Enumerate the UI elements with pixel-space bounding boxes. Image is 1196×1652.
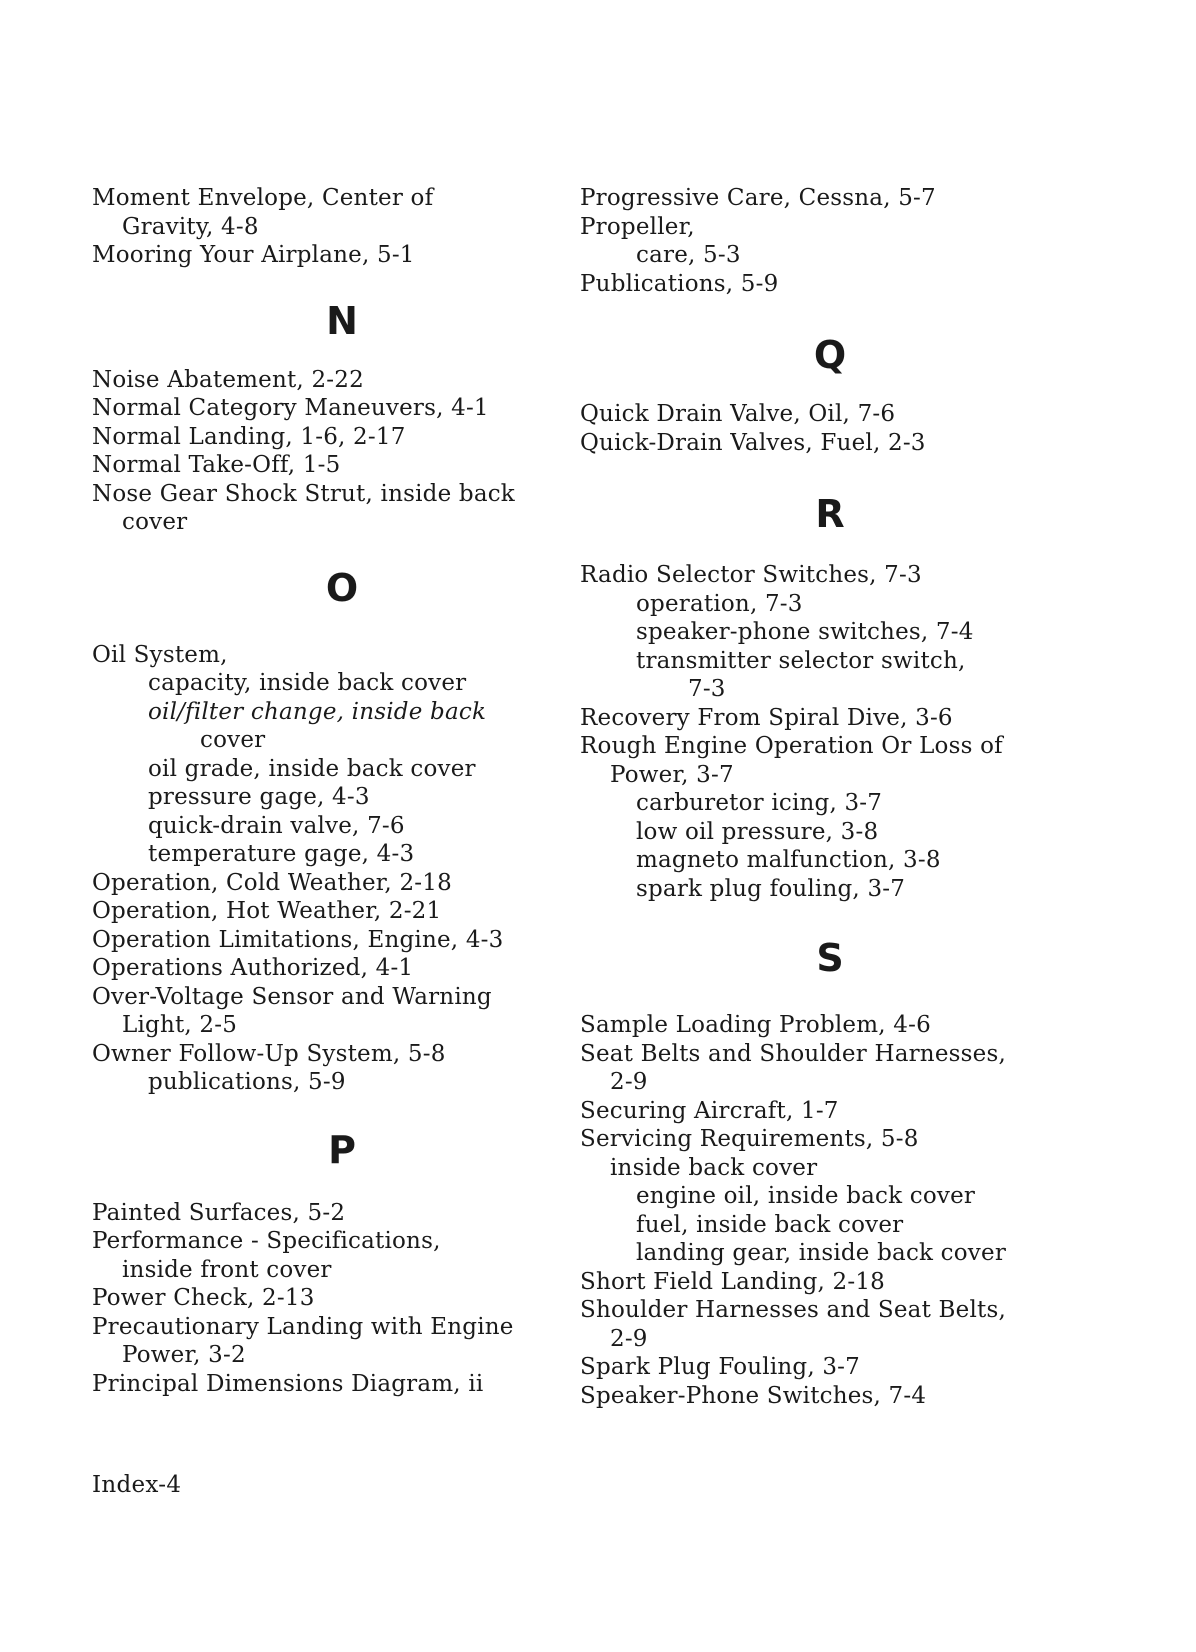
index-entry: Publications, 5-9: [580, 270, 779, 297]
index-entry: Power Check, 2-13: [92, 1285, 315, 1311]
index-entry: low oil pressure, 3-8: [636, 818, 879, 845]
index-entry: fuel, inside back cover: [636, 1211, 904, 1238]
index-entry: Performance - Specifications,: [92, 1228, 441, 1254]
index-entry: Owner Follow-Up System, 5-8: [92, 1040, 446, 1067]
index-entry: care, 5-3: [636, 242, 741, 268]
index-entry: 2-9: [610, 1069, 648, 1095]
section-letter-n: N: [326, 298, 358, 343]
index-entry: speaker-phone switches, 7-4: [636, 619, 974, 645]
index-entry: Radio Selector Switches, 7-3: [580, 562, 922, 588]
index-entry: Sample Loading Problem, 4-6: [580, 1012, 931, 1038]
index-entry: Spark Plug Fouling, 3-7: [580, 1354, 860, 1380]
index-entry: Light, 2-5: [122, 1012, 238, 1038]
index-entry: 2-9: [610, 1325, 648, 1352]
index-entry: transmitter selector switch,: [636, 647, 966, 674]
index-entry: Principal Dimensions Diagram, ii: [92, 1370, 484, 1397]
index-entry: Painted Surfaces, 5-2: [92, 1199, 346, 1226]
index-entry: Normal Landing, 1-6, 2-17: [92, 423, 406, 450]
index-entry: Operations Authorized, 4-1: [92, 955, 414, 981]
index-entry: inside front cover: [122, 1256, 332, 1283]
index-entry: inside back cover: [610, 1154, 818, 1181]
index-entry: cover: [122, 509, 188, 535]
index-entry: landing gear, inside back cover: [636, 1240, 1007, 1266]
index-entry: operation, 7-3: [636, 590, 803, 617]
index-entry: Progressive Care, Cessna, 5-7: [580, 185, 936, 211]
index-entry: carburetor icing, 3-7: [636, 790, 883, 816]
index-entry: cover: [200, 727, 266, 753]
index-column-right: [580, 184, 1080, 1410]
index-entry: Over-Voltage Sensor and Warning: [92, 983, 492, 1010]
index-entry: Moment Envelope, Center of: [92, 185, 434, 211]
index-entry: engine oil, inside back cover: [636, 1183, 976, 1209]
index-entry: quick-drain valve, 7-6: [148, 812, 405, 839]
index-entry: capacity, inside back cover: [148, 670, 467, 696]
section-letter-p: P: [328, 1127, 356, 1172]
index-entry: Noise Abatement, 2-22: [92, 366, 364, 393]
index-entry: spark plug fouling, 3-7: [636, 875, 906, 902]
page-number-footer: Index-4: [92, 1472, 182, 1498]
index-entry: Gravity, 4-8: [122, 213, 259, 240]
index-entry: Operation, Hot Weather, 2-21: [92, 898, 442, 924]
section-letter-r: R: [815, 492, 845, 536]
index-column-left: [92, 184, 592, 1398]
index-entry: Operation Limitations, Engine, 4-3: [92, 926, 504, 953]
index-entry: Short Field Landing, 2-18: [580, 1268, 885, 1295]
index-entry: Servicing Requirements, 5-8: [580, 1126, 919, 1152]
index-entry: pressure gage, 4-3: [148, 784, 370, 810]
index-entry: oil grade, inside back cover: [148, 755, 476, 782]
index-entry: Normal Take-Off, 1-5: [92, 452, 341, 478]
index-entry: magneto malfunction, 3-8: [636, 847, 941, 873]
index-entry: Shoulder Harnesses and Seat Belts,: [580, 1297, 1006, 1323]
index-entry: Quick Drain Valve, Oil, 7-6: [580, 401, 896, 427]
index-entry: Normal Category Maneuvers, 4-1: [92, 395, 489, 421]
index-entry: temperature gage, 4-3: [148, 841, 415, 867]
index-entry: Power, 3-2: [122, 1342, 246, 1368]
index-entry: Securing Aircraft, 1-7: [580, 1097, 839, 1124]
index-entry: 7-3: [688, 676, 726, 702]
index-entry: Quick-Drain Valves, Fuel, 2-3: [580, 429, 926, 456]
index-entry: Propeller,: [580, 213, 695, 240]
index-entry: Rough Engine Operation Or Loss of: [580, 733, 1003, 759]
index-entry: publications, 5-9: [148, 1069, 346, 1095]
index-entry: Recovery From Spiral Dive, 3-6: [580, 704, 953, 731]
index-entry: Oil System,: [92, 641, 228, 668]
index-entry: Operation, Cold Weather, 2-18: [92, 869, 452, 896]
index-entry: Speaker-Phone Switches, 7-4: [580, 1382, 927, 1409]
index-entry: Nose Gear Shock Strut, inside back: [92, 480, 515, 507]
index-entry: Seat Belts and Shoulder Harnesses,: [580, 1040, 1006, 1067]
index-entry: Power, 3-7: [610, 761, 734, 788]
index-entry: oil/filter change, inside back: [148, 698, 487, 725]
section-letter-q: Q: [813, 333, 847, 377]
index-entry: Mooring Your Airplane, 5-1: [92, 242, 415, 268]
index-entry: Precautionary Landing with Engine: [92, 1313, 514, 1340]
section-letter-o: O: [325, 565, 359, 610]
section-letter-s: S: [816, 936, 844, 980]
